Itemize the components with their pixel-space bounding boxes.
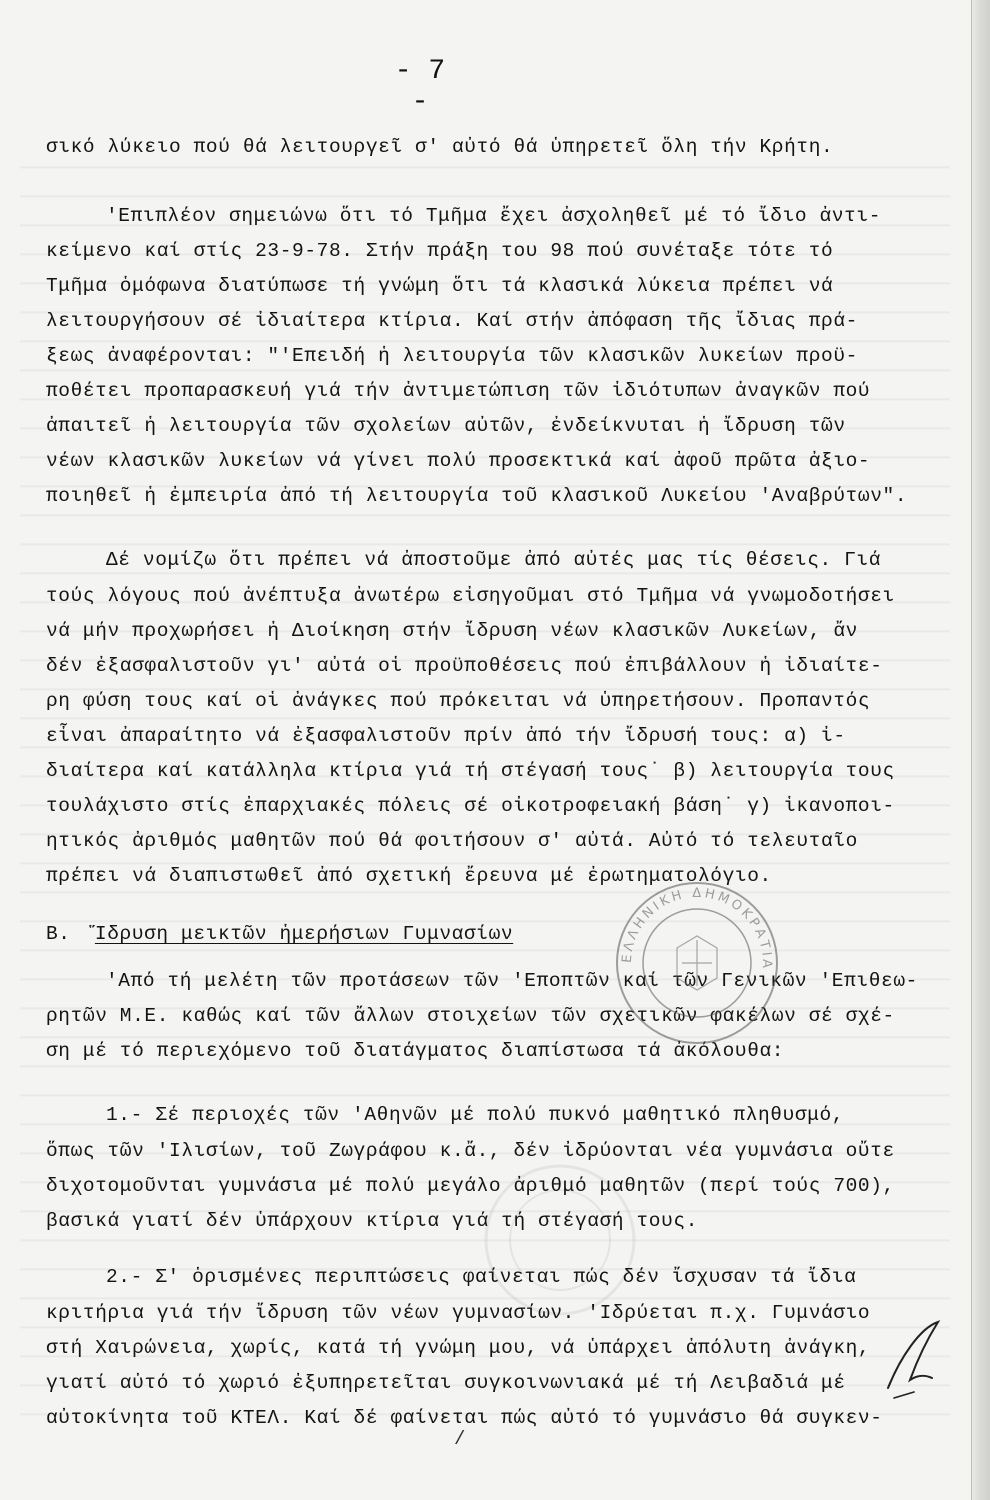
text-line: εἶναι ἀπαραίτητο νά ἐξασφαλιστοῦν πρίν ἀπό τήν ἴδρυσή τους: α) ἰ- [46, 725, 846, 747]
text-line: 'Από τή μελέτη τῶν προτάσεων τῶν 'Εποπτῶν καί τῶν Γενικῶν 'Επιθεω- [106, 970, 918, 992]
text-line: βασικά γιατί δέν ὑπάρχουν κτίρια γιά τή στέγασή τους. [46, 1210, 699, 1232]
text-line: ρητῶν Μ.Ε. καθώς καί τῶν ἄλλων στοιχείων τῶν σχετικῶν φακέλων σέ σχέ- [46, 1005, 895, 1027]
text-line: 'Επιπλέον σημειώνω ὅτι τό Τμῆμα ἔχει ἀσχοληθεῖ μέ τό ἴδιο ἀντι- [106, 205, 882, 227]
text-line: γιατί αὐτό τό χωριό ἐξυπηρετεῖται συγκοινωνιακά μέ τή Λειβαδιά μέ [46, 1372, 846, 1394]
text-line: 1.- Σέ περιοχές τῶν 'Αθηνῶν μέ πολύ πυκνό μαθητικό πληθυσμό, [106, 1104, 845, 1126]
text-line: ητικός ἀριθμός μαθητῶν πού θά φοιτήσουν σ' αὐτά. Αὐτό τό τελευταῖο [46, 830, 858, 852]
handwritten-mark-icon [880, 1318, 950, 1408]
text-line: Τμῆμα ὁμόφωνα διατύπωσε τή γνώμη ὅτι τά κλασικά λύκεια πρέπει νά [46, 275, 834, 297]
text-line: Δέ νομίζω ὅτι πρέπει νά ἀποστοῦμε ἀπό αὐτές μας τίς θέσεις. Γιά [106, 549, 882, 571]
section-title: Ἵδρυση μεικτῶν ἡμερήσιων Γυμνασίων [94, 923, 514, 945]
text-line: διαίτερα καί κατάλληλα κτίρια γιά τή στέγασή τους˙ β) λειτουργία τους [46, 760, 895, 782]
text-line: σικό λύκειο πού θά λειτουργεῖ σ' αὐτό θά ὑπηρετεῖ ὅλη τήν Κρήτη. [46, 136, 834, 158]
text-line: ση μέ τό περιεχόμενο τοῦ διατάγματος διαπίστωσα τά ἀκόλουθα: [46, 1040, 785, 1062]
text-line: τούς λόγους πού ἀνέπτυξα ἀνωτέρω εἰσηγοῦμαι στό Τμῆμα νά γνωμοδοτήσει [46, 585, 895, 607]
text-line: ποθέτει προπαρασκευή γιά τήν ἀντιμετώπιση τῶν ἰδιότυπων ἀναγκῶν πού [46, 380, 871, 402]
text-line: στή Χαιρώνεια, χωρίς, κατά τή γνώμη μου, νά ὑπάρχει ἀπόλυτη ἀνάγκη, [46, 1337, 871, 1359]
text-line: δέν ἐξασφαλιστοῦν γι' αὐτά οἱ προϋποθέσεις πού ἐπιβάλλουν ἡ ἰδιαίτε- [46, 655, 883, 677]
text-line: λειτουργήσουν σέ ἰδιαίτερα κτίρια. Καί στήν ἀπόφαση τῆς ἴδιας πρά- [46, 310, 858, 332]
text-line: ρη φύση τους καί οἱ ἀνάγκες πού πρόκειται νά ὑπηρετήσουν. Προπαντός [46, 690, 871, 712]
text-line: ἀπαιτεῖ ἡ λειτουργία τῶν σχολείων αὐτῶν, ἐνδείκνυται ἡ ἴδρυση τῶν [46, 415, 846, 437]
stamp-text: ΕΛΛΗΝΙΚΗ ΔΗΜΟΚΡΑΤΙΑ [619, 885, 775, 972]
text-line: νέων κλασικῶν λυκείων νά γίνει πολύ προσεκτικά καί ἀφοῦ πρῶτα ἀξιο- [46, 450, 871, 472]
text-line: αὐτοκίνητα τοῦ ΚΤΕΛ. Καί δέ φαίνεται πώς αὐτό τό γυμνάσιο θά συγκεν- [46, 1407, 883, 1429]
pen-tick-mark: / [454, 1428, 466, 1450]
text-line: ποιηθεῖ ἡ ἐμπειρία ἀπό τή λειτουργία τοῦ κλασικοῦ Λυκείου 'Αναβρύτων". [46, 485, 908, 507]
official-stamp-icon [612, 878, 782, 1048]
text-line: τουλάχιστο στίς ἐπαρχιακές πόλεις σέ οἰκοτροφειακή βάση˙ γ) ἱκανοποι- [46, 795, 895, 817]
section-label: Β. [46, 923, 71, 945]
text-line: κριτήρια γιά τήν ἴδρυση τῶν νέων γυμνασίων. 'Ιδρύεται π.χ. Γυμνάσιο [46, 1302, 871, 1324]
text-line: πρέπει νά διαπιστωθεῖ ἀπό σχετική ἔρευνα μέ ἐρωτηματολόγιο. [46, 865, 772, 887]
text-line: 2.- Σ' ὁρισμένες περιπτώσεις φαίνεται πώς δέν ἴσχυσαν τά ἴδια [106, 1266, 857, 1288]
section-heading [46, 923, 513, 945]
faint-stamp-icon [480, 1160, 640, 1320]
text-line: ξεως ἀναφέρονται: "'Επειδή ἡ λειτουργία τῶν κλασικῶν λυκείων προϋ- [46, 345, 858, 367]
text-line: διχοτομοῦνται γυμνάσια μέ πολύ μεγάλο ἀριθμό μαθητῶν (περί τούς 700), [46, 1175, 895, 1197]
text-line: κείμενο καί στίς 23-9-78. Στήν πράξη του 98 πού συνέταξε τότε τό [46, 240, 834, 262]
text-line: ὅπως τῶν 'Ιλισίων, τοῦ Ζωγράφου κ.ἄ., δέν ἰδρύονται νέα γυμνάσια οὔτε [46, 1140, 895, 1162]
text-line: νά μήν προχωρήσει ἡ Διοίκηση στήν ἴδρυση νέων κλασικῶν Λυκείων, ἄν [46, 620, 858, 642]
page-number: - 7 - [394, 56, 446, 118]
page-edge-shadow [971, 0, 990, 1500]
